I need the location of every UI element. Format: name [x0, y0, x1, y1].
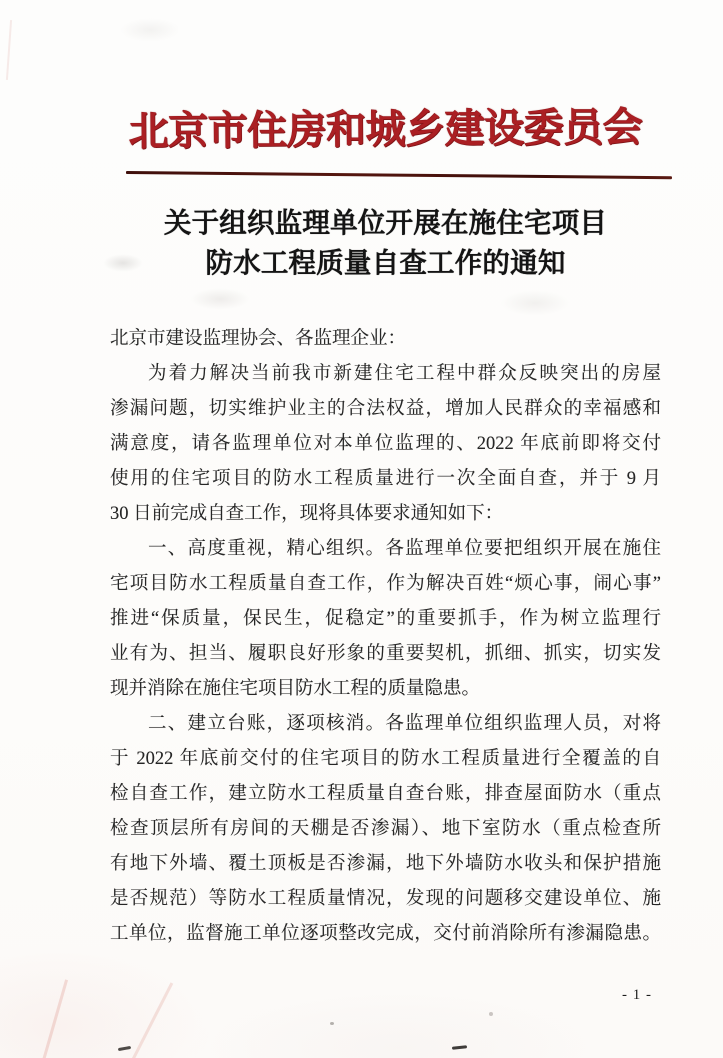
text-line: 业有为、担当、履职良好形象的重要契机，抓细、抓实，切实发: [110, 644, 661, 664]
page-number: - 1 -: [622, 987, 652, 1003]
letterhead-org-name: 北京市住房和城乡建设委员会: [128, 104, 643, 155]
scan-smudge: [500, 290, 570, 316]
scan-speck: [330, 1022, 334, 1025]
scan-speck: [489, 1012, 493, 1016]
scan-smudge: [190, 288, 250, 310]
text-line: 二、建立台账，逐项核消。各监理单位组织监理人员，对将: [148, 714, 661, 734]
text-line: 现并消除在施住宅项目防水工程的质量隐患。: [110, 679, 481, 699]
paragraph-1: [110, 357, 661, 532]
text-line: 于 2022 年底前交付的住宅项目的防水工程质量进行全覆盖的自: [110, 749, 661, 769]
text-line: 推进“保质量，保民生，促稳定”的重要抓手，作为树立监理行: [110, 609, 661, 629]
letterhead-rule-divider: [126, 171, 672, 179]
text-line: 有地下外墙、覆土顶板是否渗漏，地下外墙防水收头和保护措施: [110, 854, 661, 874]
scan-smudge: [120, 18, 180, 42]
scan-streak: [130, 982, 173, 1058]
salutation-line: 北京市建设监理协会、各监理企业：: [110, 329, 407, 349]
document-body: [110, 322, 661, 952]
text-line: 宅项目防水工程质量自查工作，作为解决百姓“烦心事，闹心事”: [110, 574, 661, 594]
text-line: 渗漏问题，切实维护业主的合法权益，增加人民群众的幸福感和: [110, 399, 661, 419]
text-line: 检自查工作，建立防水工程质量自查台账，排查屋面防水（重点: [110, 784, 661, 804]
text-line: 检查顶层所有房间的天棚是否渗漏）、地下室防水（重点检查所: [110, 819, 661, 839]
paragraph-3: [110, 707, 661, 952]
document-title-line1: 关于组织监理单位开展在施住宅项目: [163, 207, 608, 238]
text-line: 是否规范）等防水工程质量情况，发现的问题移交建设单位、施: [110, 889, 661, 909]
scan-mark: [452, 1045, 467, 1050]
paragraph-2: [110, 532, 661, 707]
document-title: [110, 203, 661, 282]
text-line: 使用的住宅项目的防水工程质量进行一次全面自查，并于 9 月: [110, 469, 661, 489]
text-line: 一、高度重视，精心组织。各监理单位要把组织开展在施住: [148, 539, 661, 559]
document-title-line2: 防水工程质量自查工作的通知: [205, 246, 566, 278]
scan-streak: [6, 20, 12, 80]
text-line: 满意度，请各监理单位对本单位监理的、2022 年底前即将交付: [110, 434, 661, 454]
text-line: 工单位，监督施工单位逐项整改完成，交付前消除所有渗漏隐患。: [110, 924, 661, 944]
scan-mark: [118, 1046, 131, 1051]
scan-streak: [39, 979, 68, 1058]
text-line: 30 日前完成自查工作，现将具体要求通知如下：: [110, 504, 504, 524]
text-line: 为着力解决当前我市新建住宅工程中群众反映突出的房屋: [148, 364, 661, 384]
